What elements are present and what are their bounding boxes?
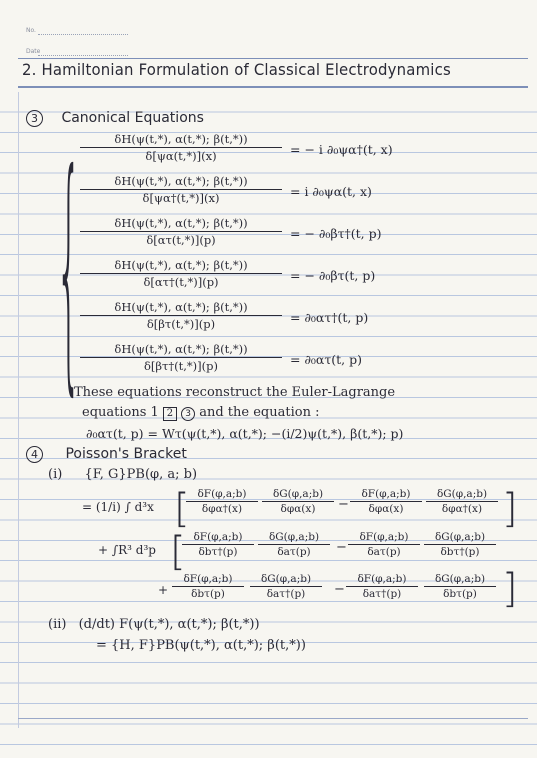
note-line-2-start: equations 1 — [82, 405, 159, 420]
eq3-numerator: δH(ψ(t,*), α(t,*); β(t,*)) — [114, 216, 248, 230]
pb-frac-2-1-num: δF(φ,a;b) — [193, 531, 243, 543]
eq6-denominator: δ[βτ†(t,*)](p) — [80, 357, 282, 373]
pb-frac-2-1-den: δbτ†(p) — [182, 544, 254, 558]
item-ii-label: (ii) — [48, 617, 67, 632]
date-field-line — [38, 55, 128, 56]
pb-frac-2-4-den: δbτ†(p) — [424, 544, 496, 558]
eq1-rhs: = − i ∂₀ψα†(t, x) — [290, 142, 393, 157]
minus-line1: − — [338, 497, 349, 512]
note-line-2 — [82, 405, 319, 421]
eq2-denominator: δ[ψα†(t,*)](x) — [80, 189, 282, 205]
section-3-heading — [26, 110, 204, 127]
pb-frac-1-3-den: δφα(x) — [350, 501, 422, 515]
equation-ref-box-2: 2 — [163, 407, 177, 421]
eq3-rhs: = − ∂₀βτ†(t, p) — [290, 226, 382, 241]
pb-frac-3-3-num: δF(φ,a;b) — [357, 573, 407, 585]
eq5-numerator: δH(ψ(t,*), α(t,*); β(t,*)) — [114, 300, 248, 314]
line3-prefix: + — [158, 583, 169, 597]
pb-frac-3-2-den: δaτ†(p) — [250, 586, 322, 600]
pb-frac-2-2 — [258, 531, 330, 558]
time-derivative-rhs: = {H, F}PB(ψ(t,*), α(t,*); β(t,*)) — [96, 638, 306, 653]
pb-frac-1-2 — [262, 488, 334, 515]
item-i-label: (i) — [48, 467, 63, 482]
eq3-denominator: δ[ατ(t,*)](p) — [80, 231, 282, 247]
pb-frac-2-2-num: δG(φ,a;b) — [268, 531, 320, 543]
close-bracket-line3: ] — [502, 566, 518, 612]
canonical-eq-5-fraction — [80, 300, 282, 331]
no-label: No. — [26, 27, 36, 34]
pb-frac-3-3 — [346, 573, 418, 600]
eq1-denominator: δ[ψα(t,*)](x) — [80, 147, 282, 163]
eq4-rhs: = − ∂₀βτ(t, p) — [290, 268, 376, 283]
pb-frac-1-2-den: δφα(x) — [262, 501, 334, 515]
pb-frac-2-1 — [182, 531, 254, 558]
pb-frac-2-4 — [424, 531, 496, 558]
page-header — [0, 0, 537, 92]
eq6-numerator: δH(ψ(t,*), α(t,*); β(t,*)) — [114, 342, 248, 356]
eq1-numerator: δH(ψ(t,*), α(t,*); β(t,*)) — [114, 132, 248, 146]
section-4-title: Poisson's Bracket — [65, 446, 187, 462]
margin-line — [18, 92, 19, 728]
pb-frac-3-4-den: δbτ(p) — [424, 586, 496, 600]
title-rule-top — [18, 58, 528, 59]
line2-prefix: + ∫R³ d³p — [98, 543, 156, 557]
time-derivative-lhs: (d/dt) F(ψ(t,*), α(t,*); β(t,*)) — [78, 617, 260, 632]
pb-frac-3-3-den: δaτ†(p) — [346, 586, 418, 600]
equation-system-brace: { — [56, 126, 82, 421]
minus-line2: − — [336, 540, 347, 555]
item-ii — [48, 617, 260, 632]
pb-frac-3-4-num: δG(φ,a;b) — [434, 573, 486, 585]
pb-frac-2-4-num: δG(φ,a;b) — [434, 531, 486, 543]
pb-frac-1-3-num: δF(φ,a;b) — [361, 488, 411, 500]
eq5-denominator: δ[βτ(t,*)](p) — [80, 315, 282, 331]
minus-line3: − — [334, 582, 345, 597]
close-bracket-line1: ] — [502, 486, 518, 532]
pb-frac-1-1-den: δφα†(x) — [186, 501, 258, 515]
poisson-bracket-definition-lhs: {F, G}PB(φ, a; b) — [84, 467, 198, 482]
canonical-eq-4-fraction — [80, 258, 282, 289]
pb-frac-3-1 — [172, 573, 244, 600]
pb-frac-1-1-num: δF(φ,a;b) — [197, 488, 247, 500]
open-bracket-line2: [ — [170, 529, 186, 575]
date-label: Date — [26, 48, 41, 55]
note-line-1: These equations reconstruct the Euler-Lagrange — [74, 385, 396, 400]
eq4-denominator: δ[ατ†(t,*)](p) — [80, 273, 282, 289]
pb-frac-1-1 — [186, 488, 258, 515]
eq6-rhs: = ∂₀ατ(t, p) — [290, 352, 363, 367]
pb-frac-1-4-num: δG(φ,a;b) — [436, 488, 488, 500]
pb-frac-1-2-num: δG(φ,a;b) — [272, 488, 324, 500]
footer-rule — [18, 718, 528, 719]
canonical-eq-3-fraction — [80, 216, 282, 247]
item-i — [48, 467, 197, 482]
section-4-marker: 4 — [26, 446, 43, 463]
pb-frac-1-4 — [426, 488, 498, 515]
eq2-numerator: δH(ψ(t,*), α(t,*); β(t,*)) — [114, 174, 248, 188]
pb-frac-1-3 — [350, 488, 422, 515]
section-3-title: Canonical Equations — [61, 110, 204, 126]
open-bracket-line1: [ — [174, 486, 190, 532]
note-line-2-end: and the equation : — [199, 405, 320, 420]
section-3-marker: 3 — [26, 110, 43, 127]
eq5-rhs: = ∂₀ατ†(t, p) — [290, 310, 369, 325]
pb-frac-2-3-den: δaτ(p) — [348, 544, 420, 558]
eq4-numerator: δH(ψ(t,*), α(t,*); β(t,*)) — [114, 258, 248, 272]
pb-frac-2-2-den: δaτ(p) — [258, 544, 330, 558]
pb-frac-1-4-den: δφα†(x) — [426, 501, 498, 515]
pb-frac-3-2-num: δG(φ,a;b) — [260, 573, 312, 585]
eq2-rhs: = i ∂₀ψα(t, x) — [290, 184, 372, 199]
pb-frac-3-2 — [250, 573, 322, 600]
title-rule-bottom — [18, 86, 528, 88]
pb-frac-3-1-num: δF(φ,a;b) — [183, 573, 233, 585]
line1-prefix: = (1/i) ∫ d³x — [82, 500, 154, 514]
canonical-eq-2-fraction — [80, 174, 282, 205]
equation-ref-circle-3: 3 — [181, 407, 195, 421]
pb-frac-3-1-den: δbτ(p) — [172, 586, 244, 600]
canonical-eq-6-fraction — [80, 342, 282, 373]
section-4-heading — [26, 446, 187, 463]
page-title: 2. Hamiltonian Formulation of Classical Electrodynamics — [22, 60, 451, 79]
pb-frac-2-3 — [348, 531, 420, 558]
pb-frac-3-4 — [424, 573, 496, 600]
canonical-eq-1-fraction — [80, 132, 282, 163]
pb-frac-2-3-num: δF(φ,a;b) — [359, 531, 409, 543]
alpha-dot-equation: ∂₀ατ(t, p) = Wτ(ψ(t,*), α(t,*); −(i/2)ψ(t,*), β(t,*); p) — [86, 426, 404, 441]
no-field-line — [38, 34, 128, 35]
